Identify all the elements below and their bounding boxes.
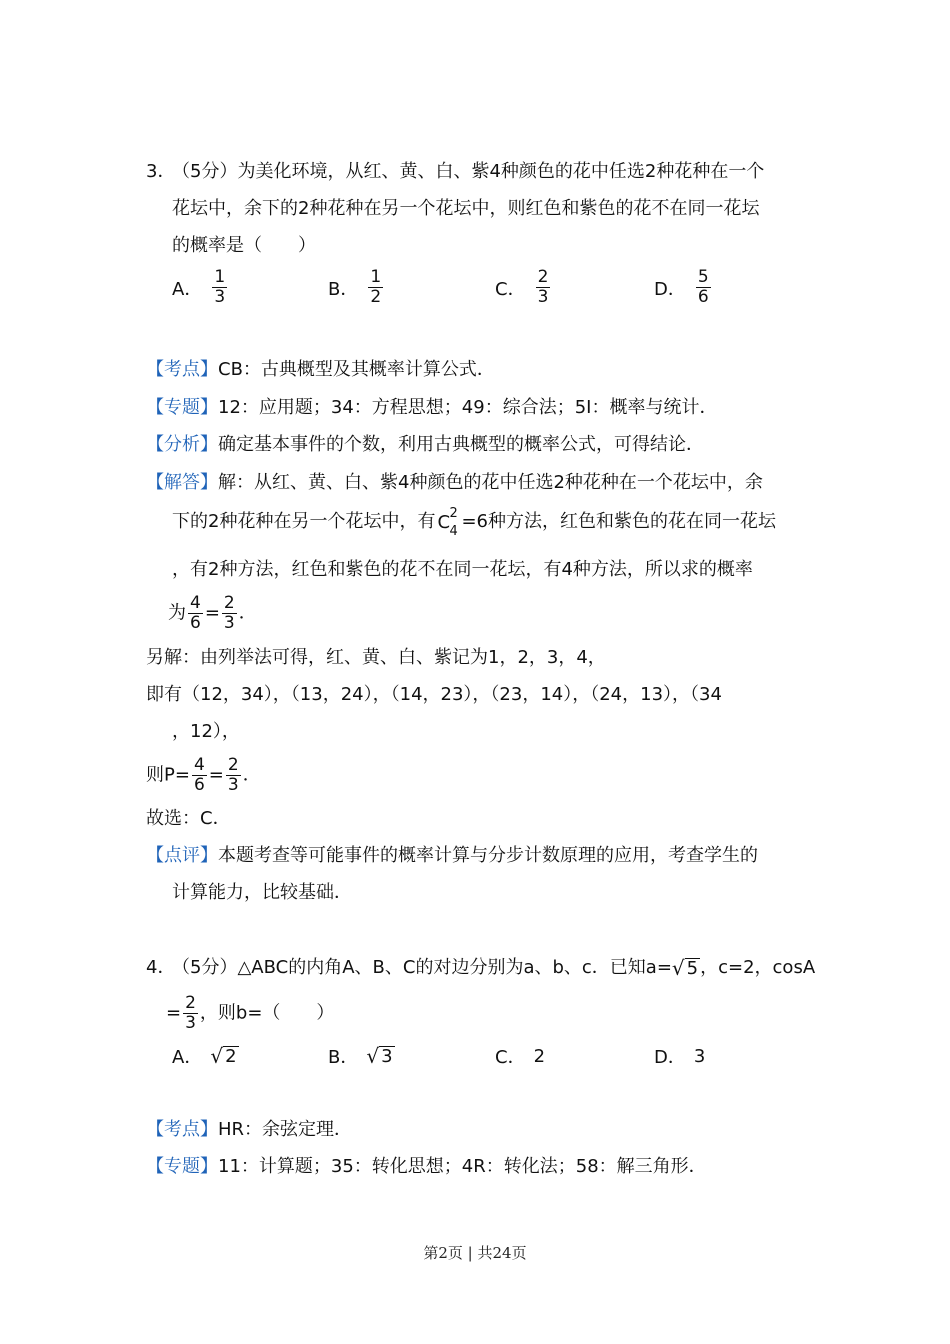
q4-stem-line1: （5分）△ABC的内角A、B、C的对边分别为a、b、c．已知a= √ 5 ，c=2，cosA <box>172 956 816 980</box>
q3-alt-line3: ，12）， <box>172 721 240 742</box>
fraction: $\frac{4}{6}$ <box>190 593 201 633</box>
q3-stem-line1: （5分）为美化环境，从红、黄、白、紫4种颜色的花中任选2种花种在一个 <box>172 161 765 182</box>
q3-dianping-line1: 【点评】本题考查等可能事件的概率计算与分步计数原理的应用，考查学生的 <box>146 845 758 866</box>
q3-stem-line2: 花坛中，余下的2种花种在另一个花坛中，则红色和紫色的花不在同一花坛 <box>172 198 760 219</box>
combination-symbol: C 2 4 <box>437 506 458 539</box>
kaodian-tag: 【考点】 <box>146 1119 218 1140</box>
q3-fenxi: 【分析】确定基本事件的个数，利用古典概型的概率公式，可得结论． <box>146 434 704 455</box>
q4-option-a <box>172 1043 239 1069</box>
q4-number: 4． <box>146 957 176 978</box>
q3-option-a <box>172 268 229 307</box>
sqrt-expression: √ 2 <box>210 1044 237 1068</box>
q4-zhuanti: 【专题】11：计算题；35：转化思想；4R：转化法；58：解三角形． <box>146 1156 707 1177</box>
page-footer: 第2页 | 共24页 <box>423 1244 527 1262</box>
kaodian-tag: 【考点】 <box>146 359 218 380</box>
q3-zhuanti: 【专题】12：应用题；34：方程思想；49：综合法；5I：概率与统计． <box>146 397 718 418</box>
option-label: B． <box>328 1047 359 1068</box>
option-value: 2 <box>533 1045 546 1067</box>
q4-option-b <box>328 1043 395 1069</box>
sqrt-expression: √ 3 <box>366 1044 393 1068</box>
q4-option-c <box>495 1043 545 1069</box>
q3-option-c <box>495 268 552 307</box>
fenxi-tag: 【分析】 <box>146 434 218 455</box>
option-label: A． <box>172 278 203 300</box>
q4-kaodian: 【考点】HR：余弦定理． <box>146 1119 353 1140</box>
q3-alt-line4: 则P= $\frac{4}{6}$ = $\frac{2}{3}$ ． <box>146 755 261 795</box>
option-label: D． <box>654 1047 686 1068</box>
option-label: C． <box>495 1047 526 1068</box>
q3-stem-line3: 的概率是（ ） <box>172 235 316 256</box>
zhuanti-tag: 【专题】 <box>146 397 218 418</box>
q3-alt-line1: 另解：由列举法可得，红、黄、白、紫记为1，2，3，4， <box>146 647 606 668</box>
fraction: $\frac{2}{3}$ <box>223 593 235 633</box>
zhuanti-tag: 【专题】 <box>146 1156 218 1177</box>
q3-jieda-line1: 【解答】解：从红、黄、白、紫4种颜色的花中任选2种花种在一个花坛中，余 <box>146 472 763 493</box>
fraction: $\frac{2}{3}$ <box>185 993 196 1033</box>
option-label: D． <box>654 278 686 300</box>
option-label: C． <box>495 278 526 300</box>
fraction: $\frac{2}{3}$ <box>537 267 549 307</box>
fraction: $\frac{4}{6}$ <box>193 755 205 795</box>
fraction: $\frac{1}{3}$ <box>214 267 226 307</box>
q3-jieda-line4: 为 $\frac{4}{6}$ = $\frac{2}{3}$ ． <box>168 593 257 633</box>
q4-option-d <box>654 1043 705 1069</box>
q3-option-b <box>328 268 385 307</box>
dianping-tag: 【点评】 <box>146 845 218 866</box>
q3-dianping-line2: 计算能力，比较基础． <box>172 882 352 903</box>
q3-number: 3． <box>146 161 176 182</box>
option-value: 3 <box>693 1045 706 1067</box>
option-label: B． <box>328 278 359 300</box>
q3-jieda-line2: 下的2种花种在另一个花坛中，有 C 2 4 =6种方法，红色和紫色的花在同一花坛 <box>172 506 776 539</box>
q3-option-d <box>654 268 713 307</box>
fraction: $\frac{5}{6}$ <box>697 267 709 307</box>
fraction: $\frac{1}{2}$ <box>370 267 382 307</box>
q3-kaodian: 【考点】CB：古典概型及其概率计算公式． <box>146 359 495 380</box>
fraction: $\frac{2}{3}$ <box>227 755 239 795</box>
q3-alt-line2: 即有（12，34），（13，24），（14，23），（23，14），（24，13），（34 <box>146 684 722 705</box>
q3-answer: 故选：C． <box>146 808 231 829</box>
jieda-tag: 【解答】 <box>146 472 218 493</box>
q4-stem-line2: = $\frac{2}{3}$ ，则b=（ ） <box>166 993 335 1033</box>
q3-jieda-line3: ，有2种方法，红色和紫色的花不在同一花坛，有4种方法，所以求的概率 <box>172 559 753 580</box>
option-label: A． <box>172 1047 203 1068</box>
sqrt-expression: √ 5 <box>671 956 699 980</box>
